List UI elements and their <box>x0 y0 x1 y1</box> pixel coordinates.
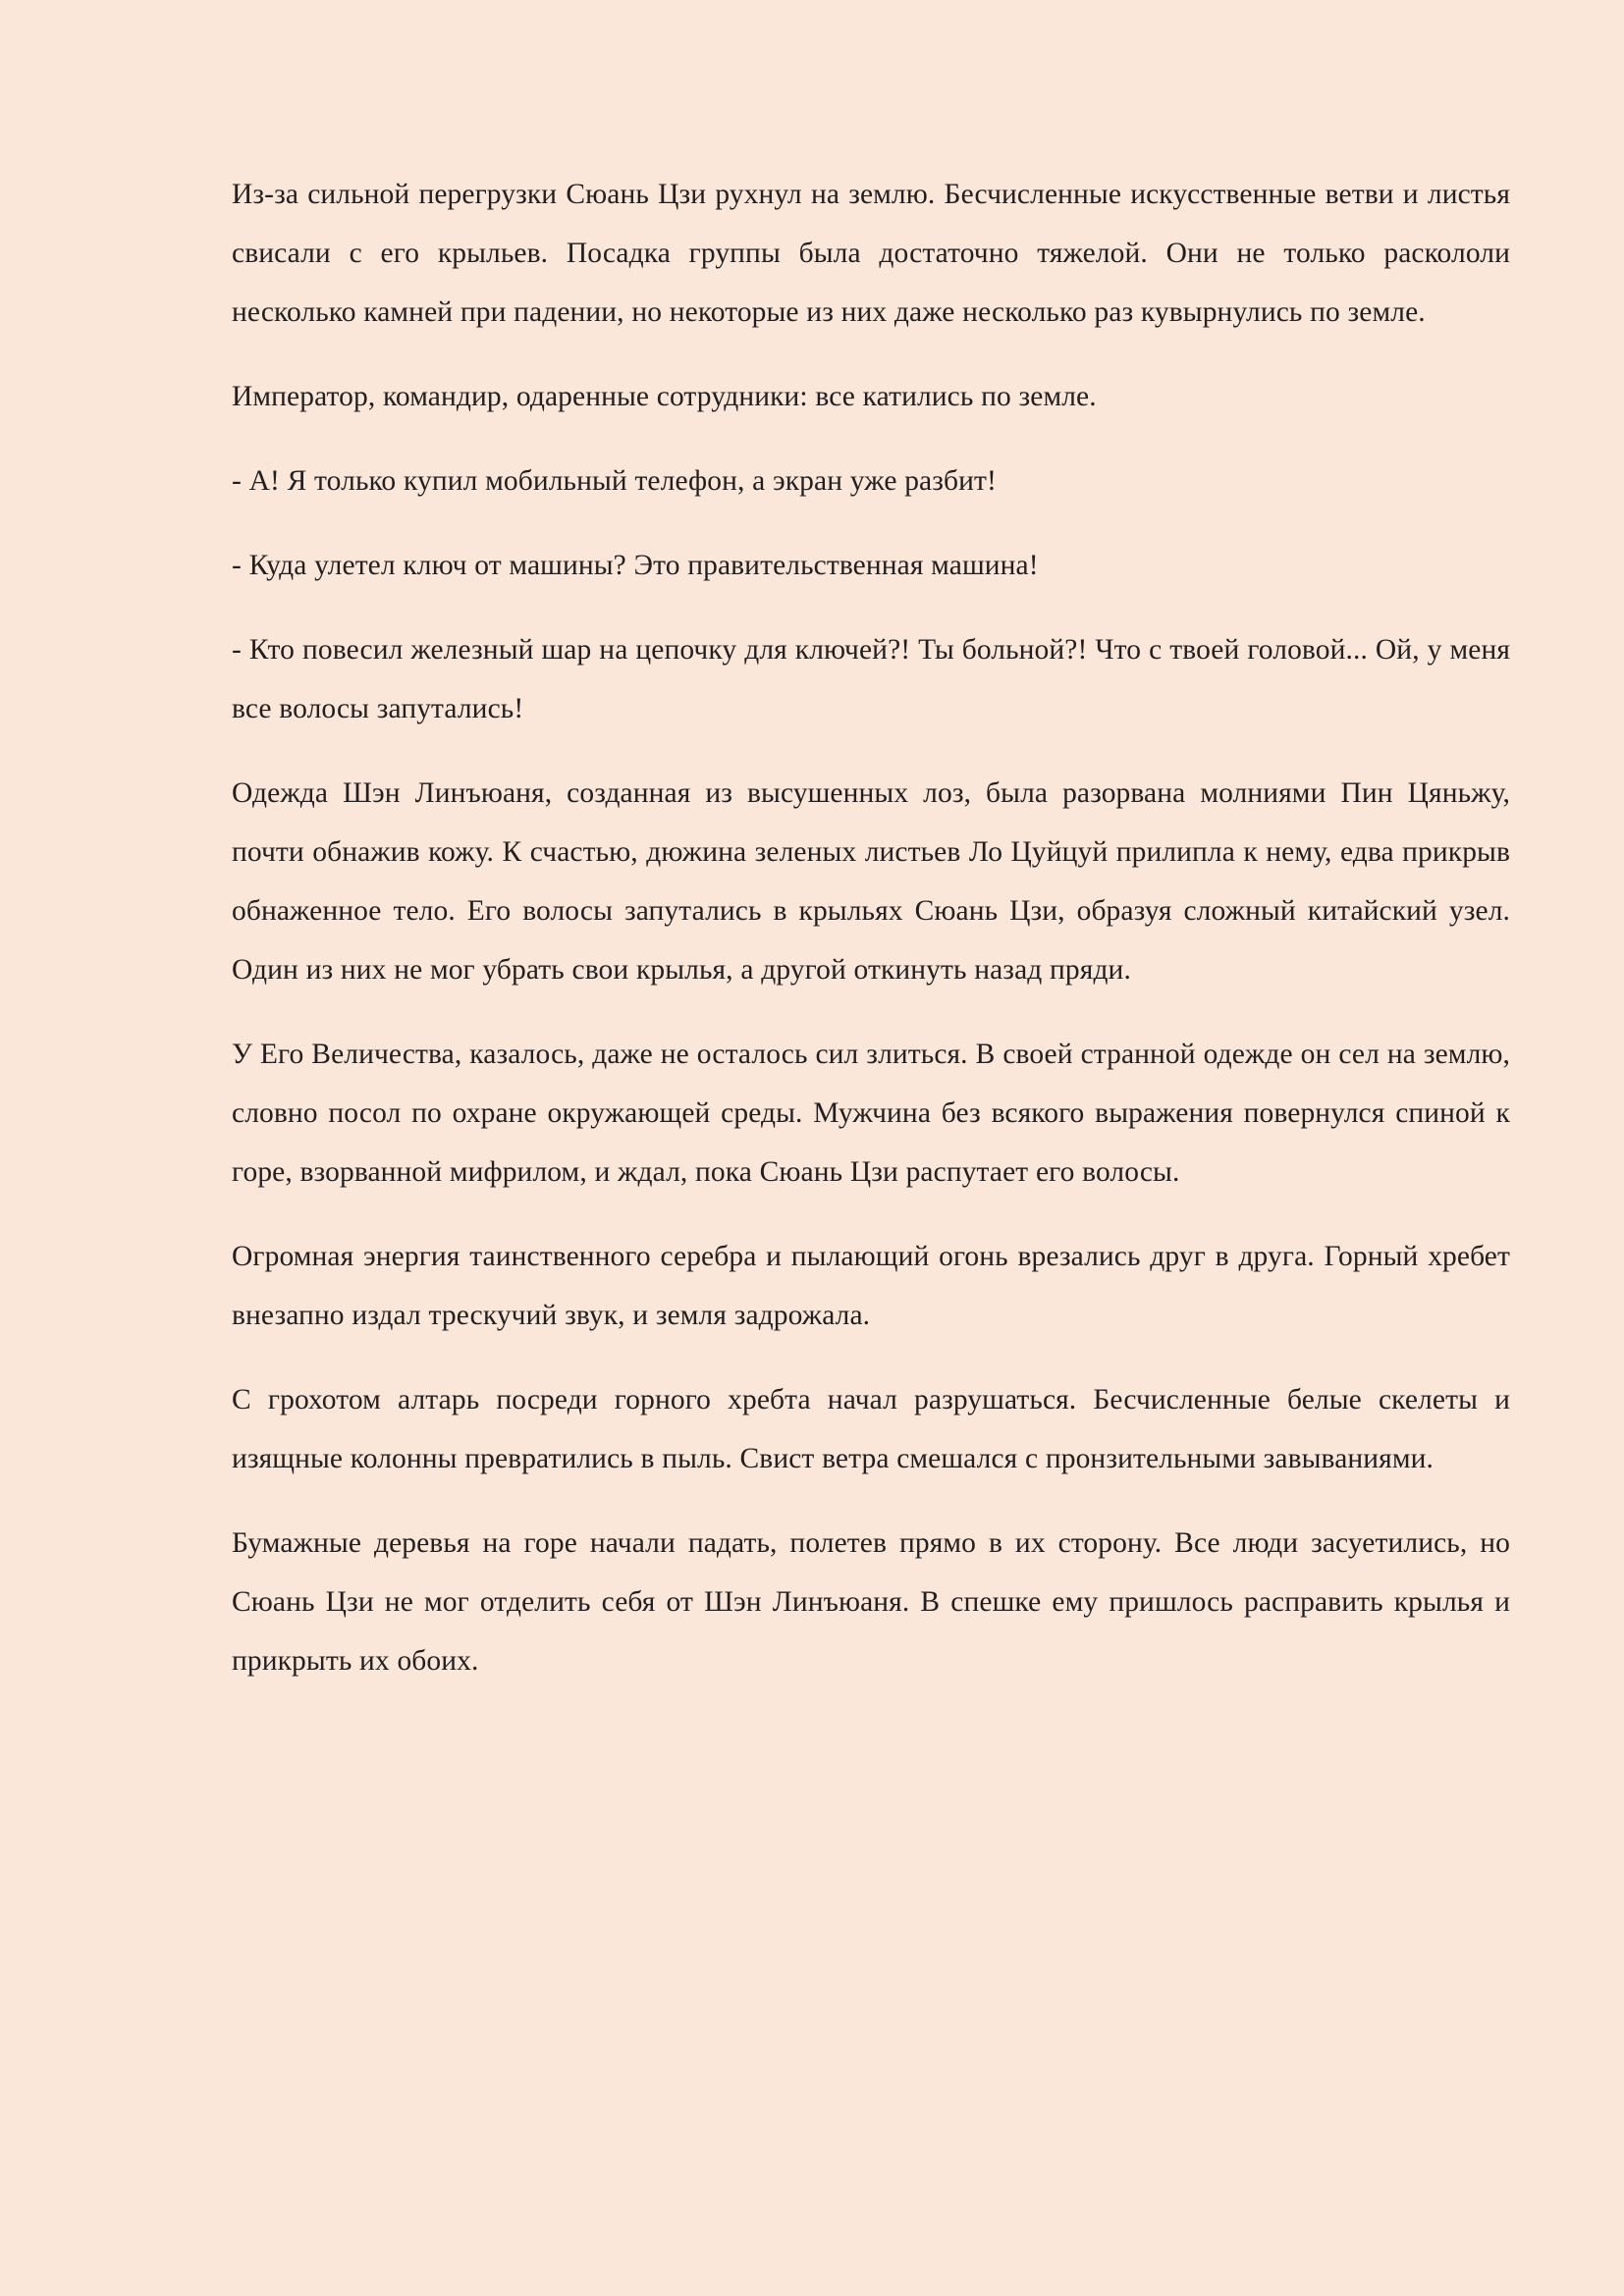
paragraph: Император, командир, одаренные сотрудники: все катились по земле. <box>232 381 1097 412</box>
paragraph: У Его Величества, казалось, даже не осталось сил злиться. В своей странной одежде он сел на землю, словно посол по охране окружающей среды. Мужчина без всякого выражения повернулся спиной к горе, взорванной мифрилом, и ждал, пока Сюань Цзи распутает его волосы. <box>232 1039 1510 1188</box>
paragraph: Огромная энергия таинственного серебра и пылающий огонь врезались друг в друга. Горный хребет внезапно издал трескучий звук, и земля задрожала. <box>232 1241 1510 1331</box>
paragraph: - А! Я только купил мобильный телефон, а экран уже разбит! <box>232 465 997 497</box>
document-text-column <box>232 165 1510 1690</box>
paragraph: Бумажные деревья на горе начали падать, полетев прямо в их сторону. Все люди засуетились, но Сюань Цзи не мог отделить себя от Шэн Линъюаня. В спешке ему пришлось расправить крылья и прикрыть их обоих. <box>232 1527 1510 1677</box>
paragraph: Из-за сильной перегрузки Сюань Цзи рухнул на землю. Бесчисленные искусственные ветви и листья свисали с его крыльев. Посадка группы была достаточно тяжелой. Они не только раскололи несколько камней при падении, но некоторые из них даже несколько раз кувырнулись по земле. <box>232 179 1510 328</box>
paragraph: - Куда улетел ключ от машины? Это правительственная машина! <box>232 550 1039 581</box>
paragraph: - Кто повесил железный шар на цепочку для ключей?! Ты больной?! Что с твоей головой... Ой, у меня все волосы запутались! <box>232 634 1510 724</box>
paragraph: Одежда Шэн Линъюаня, созданная из высушенных лоз, была разорвана молниями Пин Цяньжу, почти обнажив кожу. К счастью, дюжина зеленых листьев Ло Цуйцуй прилипла к нему, едва прикрыв обнаженное тело. Его волосы запутались в крыльях Сюань Цзи, образуя сложный китайский узел. Один из них не мог убрать свои крылья, а другой откинуть назад пряди. <box>232 777 1510 986</box>
paragraph: С грохотом алтарь посреди горного хребта начал разрушаться. Бесчисленные белые скелеты и изящные колонны превратились в пыль. Свист ветра смешался с пронзительными завываниями. <box>232 1384 1510 1474</box>
